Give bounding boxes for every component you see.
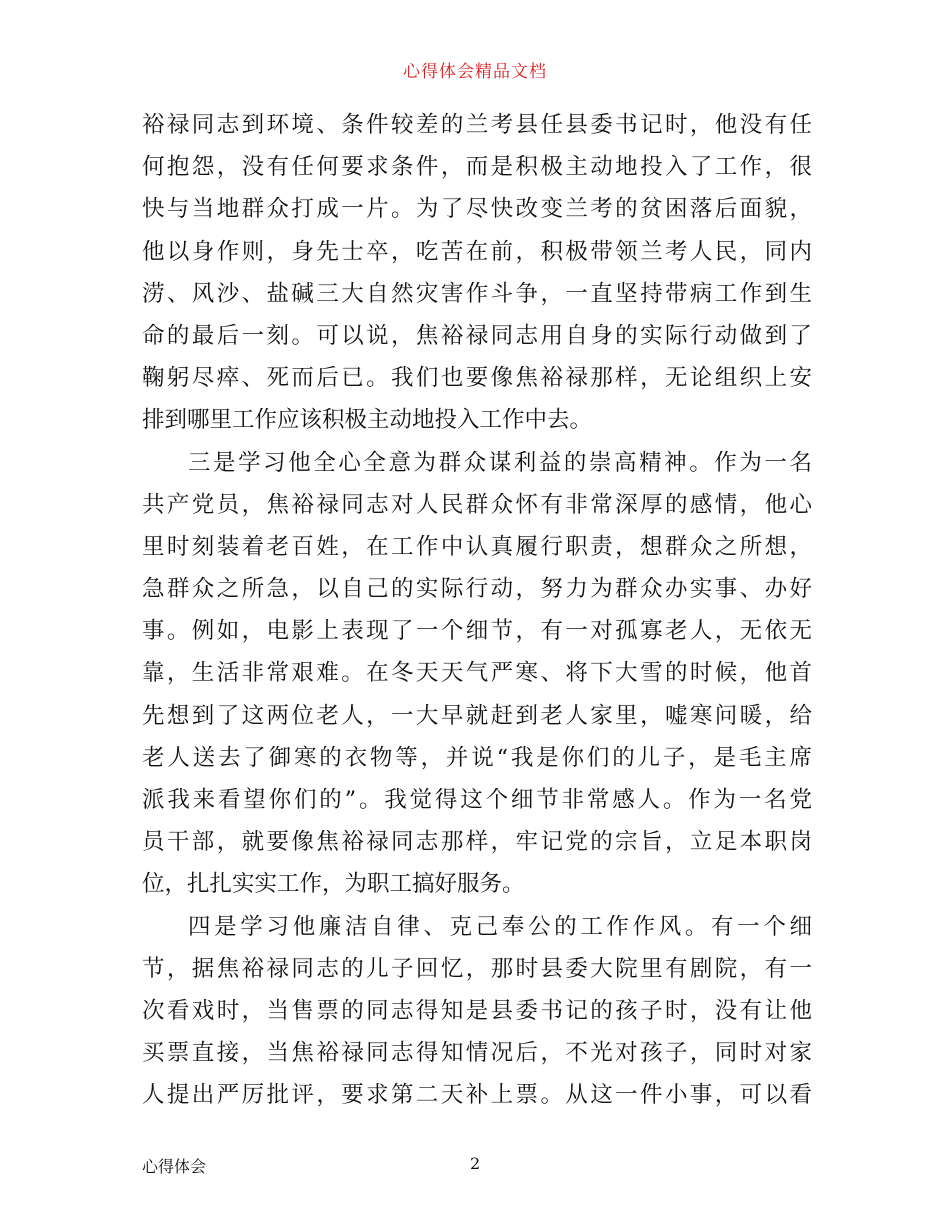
page-number: 2 — [470, 1154, 481, 1173]
text-line: 买票直接，当焦裕禄同志得知情况后，不光对孩子，同时对家 — [142, 1040, 812, 1067]
text-line: 老人送去了御寒的衣物等，并说“我是你们的儿子，是毛主席 — [142, 744, 812, 771]
text-line: 位，扎扎实实工作，为职工搞好服务。 — [142, 871, 525, 898]
text-line: 命的最后一刻。可以说，焦裕禄同志用自身的实际行动做到了 — [142, 322, 812, 349]
text-line: 节，据焦裕禄同志的儿子回忆，那时县委大院里有剧院，有一 — [142, 955, 812, 982]
text-line: 事。例如，电影上表现了一个细节，有一对孤寡老人，无依无 — [142, 618, 812, 645]
text-line: 急群众之所急，以自己的实际行动，努力为群众办实事、办好 — [142, 576, 812, 603]
text-line: 何抱怨，没有任何要求条件，而是积极主动地投入了工作，很 — [142, 154, 812, 181]
text-line: 涝、风沙、盐碱三大自然灾害作斗争，一直坚持带病工作到生 — [142, 280, 812, 307]
text-line: 先想到了这两位老人，一大早就赶到老人家里，嘘寒问暖，给 — [142, 702, 812, 729]
document-body — [142, 104, 812, 1117]
text-line: 排到哪里工作应该积极主动地投入工作中去。 — [142, 407, 593, 434]
text-line: 次看戏时，当售票的同志得知是县委书记的孩子时，没有让他 — [142, 997, 812, 1024]
text-line: 共产党员，焦裕禄同志对人民群众怀有非常深厚的感情，他心 — [142, 491, 812, 518]
footer-label: 心得体会 — [142, 1157, 207, 1176]
text-line: 快与当地群众打成一片。为了尽快改变兰考的贫困落后面貌， — [142, 196, 812, 223]
text-line: 员干部，就要像焦裕禄同志那样，牢记党的宗旨，立足本职岗 — [142, 829, 812, 856]
text-line: 四是学习他廉洁自律、克己奉公的工作作风。有一个细 — [188, 913, 812, 940]
text-line: 靠，生活非常艰难。在冬天天气严寒、将下大雪的时候，他首 — [142, 660, 812, 687]
text-line: 三是学习他全心全意为群众谋利益的崇高精神。作为一名 — [188, 449, 812, 476]
text-line: 他以身作则，身先士卒，吃苦在前，积极带领兰考人民，同内 — [142, 238, 812, 265]
text-line: 派我来看望你们的”。我觉得这个细节非常感人。作为一名党 — [142, 787, 812, 813]
text-line: 人提出严厉批评，要求第二天补上票。从这一件小事，可以看 — [142, 1082, 812, 1109]
text-line: 裕禄同志到环境、条件较差的兰考县任县委书记时，他没有任 — [142, 112, 812, 138]
document-header-title: 心得体会精品文档 — [403, 62, 547, 82]
text-line: 鞠躬尽瘁、死而后已。我们也要像焦裕禄那样，无论组织上安 — [142, 365, 812, 392]
text-line: 里时刻装着老百姓，在工作中认真履行职责，想群众之所想， — [142, 533, 812, 560]
